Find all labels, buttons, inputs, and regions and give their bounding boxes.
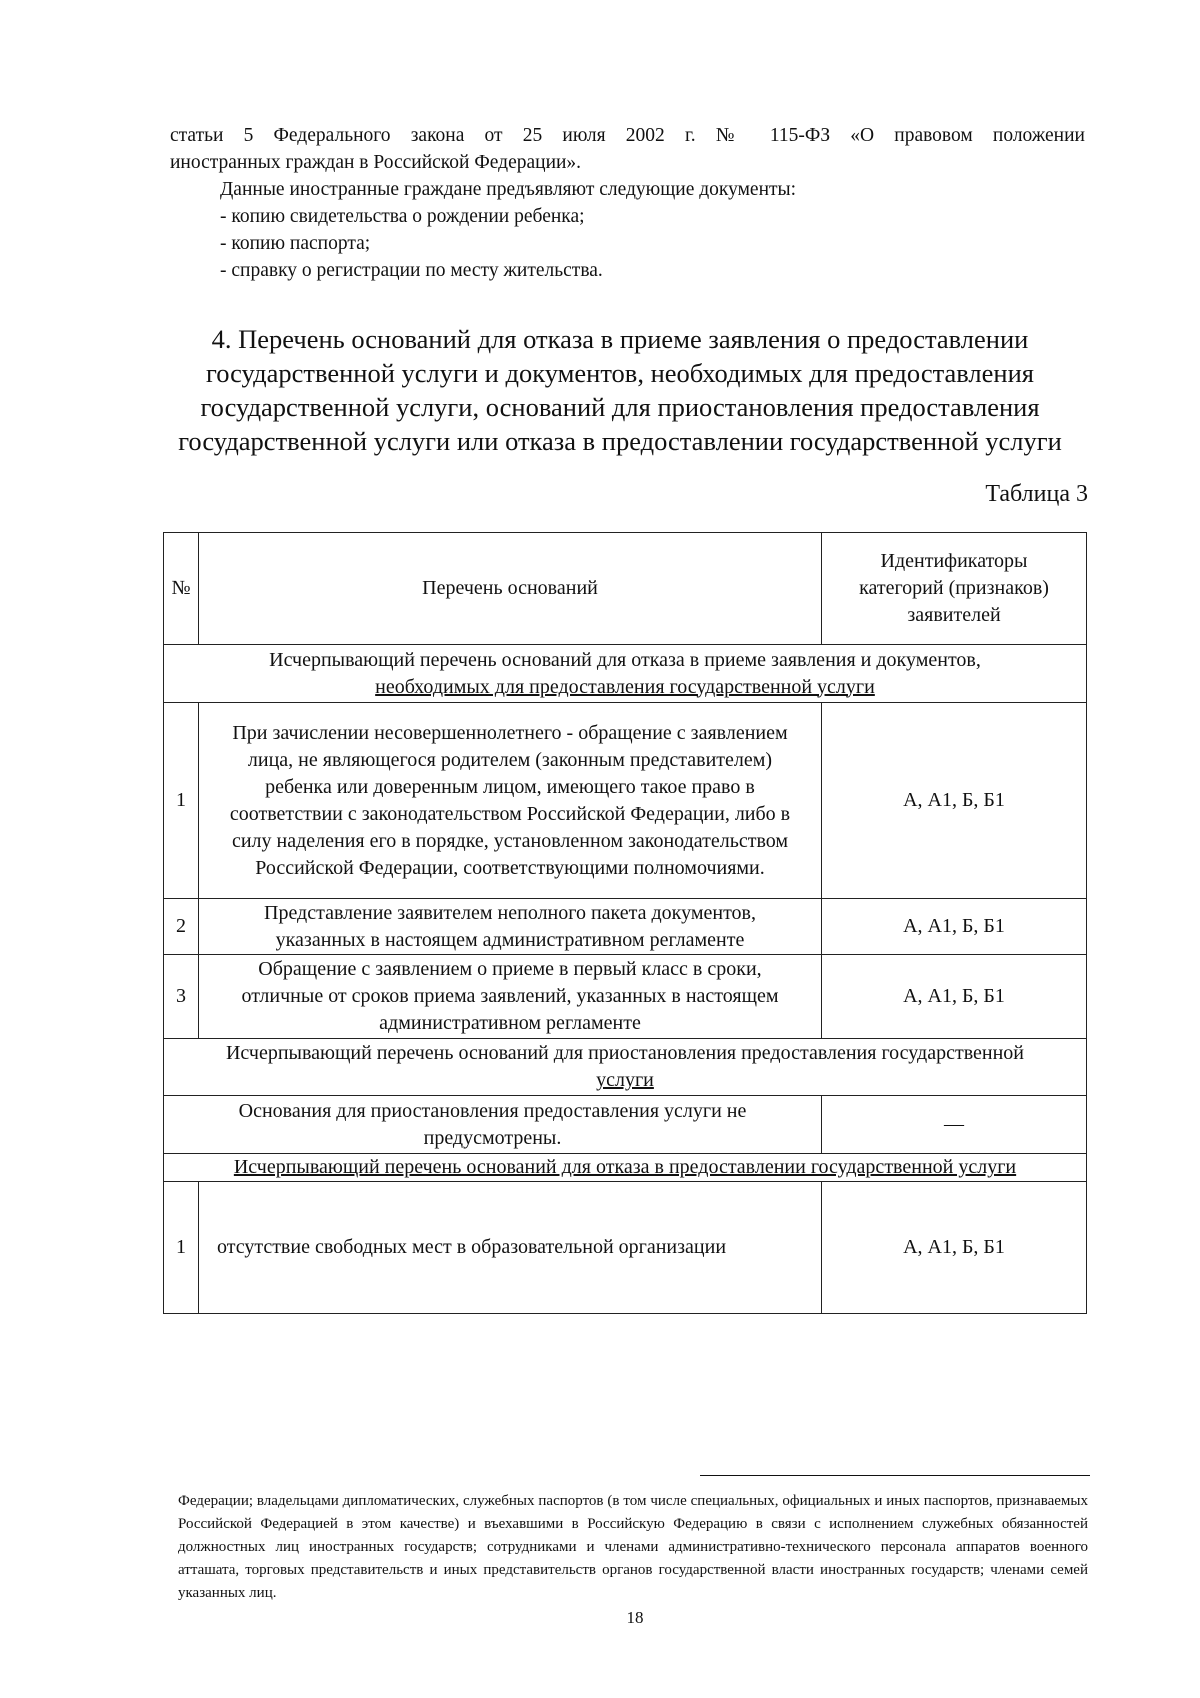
table-row xyxy=(164,1096,1087,1154)
section-row-suspension xyxy=(164,1039,1087,1096)
row-reason-text: отсутствие свободных мест в образовательной организации xyxy=(217,1236,727,1258)
header-identifiers xyxy=(822,533,1087,645)
document-item: - справку о регистрации по месту жительства. xyxy=(220,260,603,281)
row-identifiers: А, А1, Б, Б1 xyxy=(822,703,1087,899)
row-reason xyxy=(199,955,822,1039)
row-reason xyxy=(199,703,822,899)
section-title xyxy=(164,645,1087,703)
row-number: 3 xyxy=(164,955,199,1039)
header-identifiers-text: Идентификаторы категорий (признаков) заявителей xyxy=(859,550,1049,626)
grounds-table xyxy=(163,532,1087,1314)
section-title-line: необходимых для предоставления государственной услуги xyxy=(375,675,875,698)
footnote-divider xyxy=(700,1475,1090,1476)
section-title: Исчерпывающий перечень оснований для отказа в предоставлении государственной услуги xyxy=(164,1154,1087,1182)
row-identifiers: А, А1, Б, Б1 xyxy=(822,1182,1087,1314)
section-title xyxy=(164,1039,1087,1096)
section-heading xyxy=(150,322,1090,458)
section-row-refusal-service xyxy=(164,1154,1087,1182)
table-header-row xyxy=(164,533,1087,645)
header-reasons: Перечень оснований xyxy=(199,533,822,645)
row-identifiers: — xyxy=(822,1096,1087,1154)
heading-line: 4. Перечень оснований для отказа в приеме заявления о предоставлении xyxy=(211,324,1029,354)
heading-line: государственной услуги, оснований для приостановления предоставления xyxy=(200,392,1040,422)
intro-line-2: иностранных граждан в Российской Федерации». xyxy=(170,152,582,173)
document-item: - копию свидетельства о рождении ребенка; xyxy=(220,206,585,227)
documents-intro: Данные иностранные граждане предъявляют следующие документы: xyxy=(220,179,797,200)
table-row xyxy=(164,703,1087,899)
table-row xyxy=(164,1182,1087,1314)
table-row xyxy=(164,955,1087,1039)
page-number: 18 xyxy=(626,1608,644,1627)
heading-line: государственной услуги и документов, необходимых для предоставления xyxy=(206,358,1034,388)
row-reason-text: Основания для приостановления предоставления услуги не предусмотрены. xyxy=(238,1099,747,1149)
footnote-text: Федерации; владельцами дипломатических, служебных паспортов (в том числе специальных, официальных и иных паспортов, признаваемых Российской Федерацией в этом качестве) и въехавшими в Российскую Федерацию в связи с исполнением служебных обязанностей должностных лиц иностранных государств; сотрудниками и членами административно-технического персонала аппаратов военного атташата, торговых представительств и иных представительств органов государственной власти иностранных государств; членами семей указанных лиц. xyxy=(178,1493,1088,1601)
table-row xyxy=(164,899,1087,955)
section-title-line: Исчерпывающий перечень оснований для отказа в приеме заявления и документов, xyxy=(269,648,981,671)
heading-line: государственной услуги или отказа в предоставлении государственной услуги xyxy=(178,426,1062,456)
header-number: № xyxy=(164,533,199,645)
row-number: 1 xyxy=(164,1182,199,1314)
row-reason-text: При зачислении несовершеннолетнего - обращение с заявлением лица, не являющегося родителем (законным представителем) ребенка или доверенным лицом, имеющего такое право в соответствии с законодательством Российской Федерации, либо в силу наделения его в порядке, установленном законодательством Российской Федерации, соответствующими полномочиями. xyxy=(229,721,791,879)
row-reason-text: Обращение с заявлением о приеме в первый класс в сроки, отличные от сроков приема заявлений, указанных в настоящем административном регламенте xyxy=(241,958,779,1034)
row-reason-text: Представление заявителем неполного пакета документов, указанных в настоящем административном регламенте xyxy=(264,901,756,951)
section-title-line: Исчерпывающий перечень оснований для приостановления предоставления государственной xyxy=(225,1042,1025,1064)
row-identifiers: А, А1, Б, Б1 xyxy=(822,955,1087,1039)
row-identifiers: А, А1, Б, Б1 xyxy=(822,899,1087,955)
table-label: Таблица 3 xyxy=(985,481,1088,507)
document-item: - копию паспорта; xyxy=(220,233,371,254)
section-row-refusal-acceptance xyxy=(164,645,1087,703)
row-reason xyxy=(199,899,822,955)
intro-block xyxy=(170,122,1085,284)
row-reason xyxy=(164,1096,822,1154)
intro-line-1: статьи 5 Федерального закона от 25 июля 2002 г. № 115-ФЗ «О правовом положении xyxy=(170,125,1085,146)
row-number: 1 xyxy=(164,703,199,899)
section-title-line: услуги xyxy=(596,1069,654,1091)
row-reason xyxy=(199,1182,822,1314)
row-number: 2 xyxy=(164,899,199,955)
